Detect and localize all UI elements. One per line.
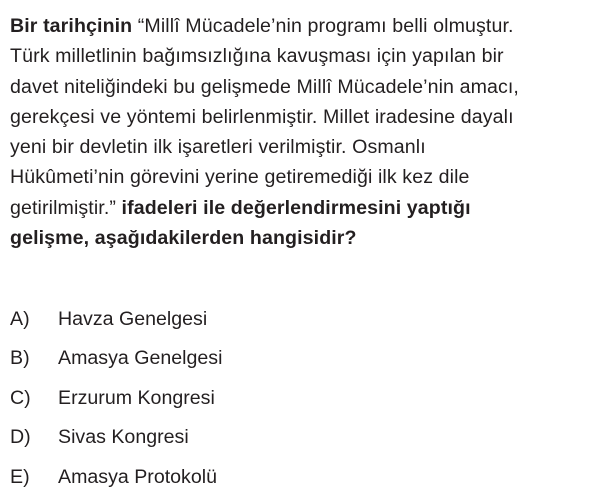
question-line: Türk milletlinin bağımsızlığına kavuşması için yapılan bir xyxy=(10,45,504,68)
question-text: “Millî Mücadele’nin programı belli olmuştur. xyxy=(132,15,514,37)
option-text: Havza Genelgesi xyxy=(58,308,208,330)
option-letter: A) xyxy=(10,308,30,330)
question-line xyxy=(10,193,605,223)
question-text: getirilmiştir.” xyxy=(10,196,117,219)
question-line: davet niteliğindeki bu gelişmede Millî Mücadele’nin amacı, xyxy=(10,75,519,98)
option-letter: C) xyxy=(10,386,31,409)
option-e[interactable] xyxy=(10,458,600,497)
question-bold-text: ifadeleri ile değerlendirmesini yaptığı xyxy=(116,196,471,219)
option-b[interactable] xyxy=(10,339,600,378)
option-text: Erzurum Kongresi xyxy=(58,386,215,409)
option-text: Amasya Genelgesi xyxy=(58,347,223,370)
option-letter: D) xyxy=(10,426,31,449)
question-line xyxy=(10,11,605,41)
question-bold-text: Bir tarihçinin xyxy=(10,15,133,37)
option-letter: B) xyxy=(10,347,30,370)
option-text: Amasya Protokolü xyxy=(58,465,217,488)
option-d[interactable] xyxy=(10,418,600,457)
option-a[interactable] xyxy=(10,300,600,339)
option-c[interactable] xyxy=(10,379,600,418)
question-stem xyxy=(10,11,605,253)
question-bold-text: gelişme, aşağıdakilerden hangisidir? xyxy=(10,227,357,250)
question-line: gerekçesi ve yöntemi belirlenmiştir. Millet iradesine dayalı xyxy=(10,105,514,128)
option-text: Sivas Kongresi xyxy=(58,426,189,449)
option-letter: E) xyxy=(10,465,30,488)
answer-options xyxy=(10,300,600,497)
question-line: yeni bir devletin ilk işaretleri verilmiştir. Osmanlı xyxy=(10,136,426,159)
question-line xyxy=(10,223,605,253)
question-line: Hükûmeti’nin görevini yerine getiremediği ilk kez dile xyxy=(10,166,470,189)
